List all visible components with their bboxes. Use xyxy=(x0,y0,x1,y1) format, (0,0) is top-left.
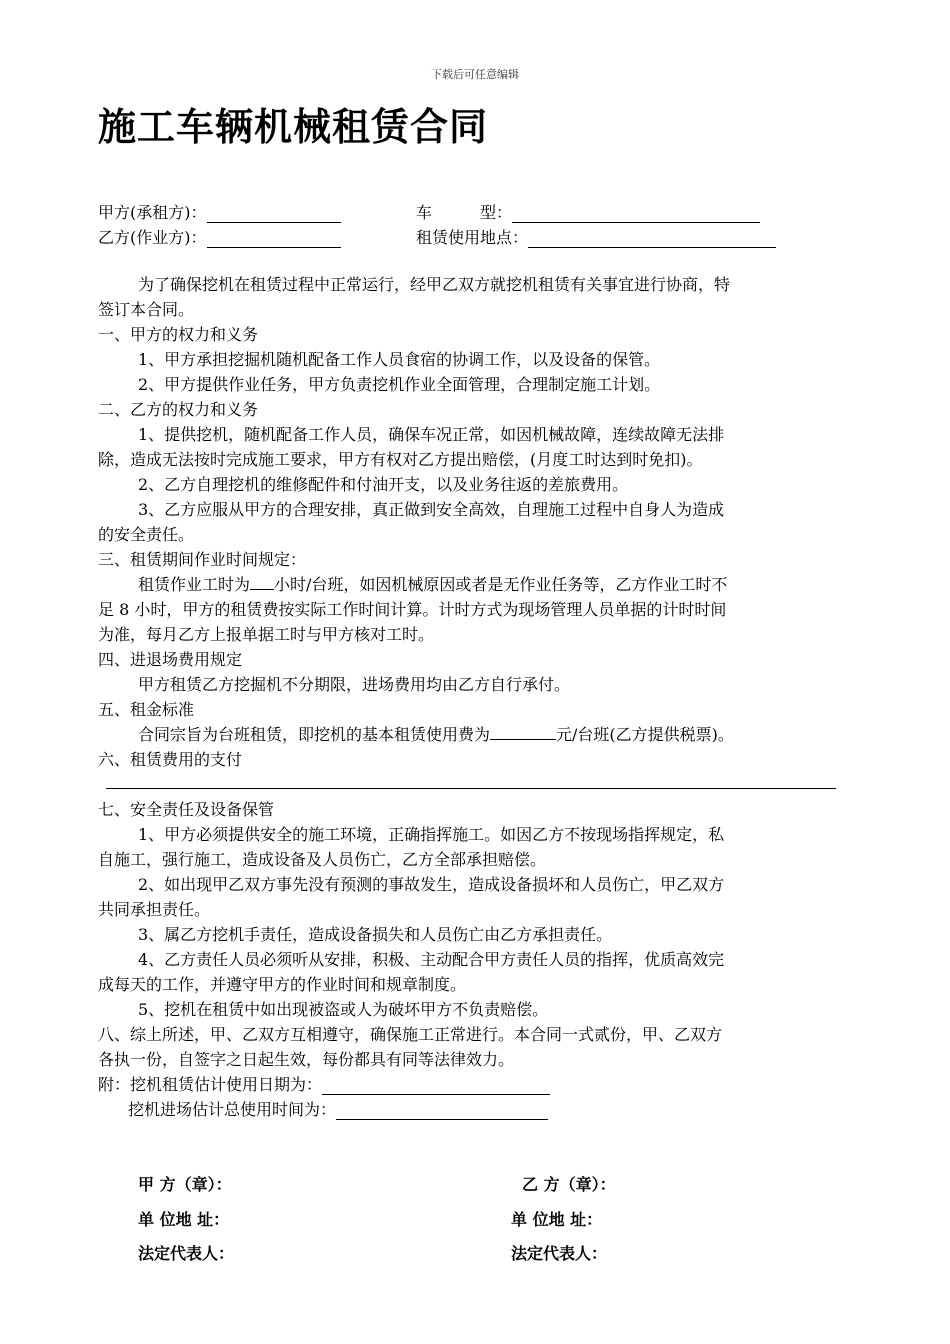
payment-terms-blank-line[interactable] xyxy=(106,788,836,789)
intro-line-1: 为了确保挖机在租赁过程中正常运行，经甲乙双方就挖机租赁有关事宜进行协商，特 xyxy=(138,275,731,294)
party-a-representative: 法定代表人： xyxy=(138,1244,235,1263)
appendix-line-1 xyxy=(98,1072,550,1095)
usage-time-blank[interactable] xyxy=(336,1102,548,1120)
section-7-heading: 七、安全责任及设备保管 xyxy=(98,800,275,819)
appendix-line-2 xyxy=(128,1097,548,1120)
party-a-blank[interactable] xyxy=(207,205,341,223)
party-b-blank[interactable] xyxy=(207,230,341,248)
party-a-label: 甲方(承租方)： xyxy=(98,203,207,222)
hours-blank[interactable] xyxy=(250,572,274,590)
section-1-heading: 一、甲方的权力和义务 xyxy=(98,325,259,344)
section-3-line-1-pre: 租赁作业工时为 xyxy=(138,575,251,594)
section-4-heading: 四、进退场费用规定 xyxy=(98,650,243,669)
section-2-heading: 二、乙方的权力和义务 xyxy=(98,400,259,419)
rent-fee-blank[interactable] xyxy=(490,722,556,740)
section-3-line-1 xyxy=(138,572,727,597)
section-3-line-2: 足 8 小时，甲方的租赁费按实际工作时间计算。计时方式为现场管理人员单据的计时时间 xyxy=(98,600,727,619)
vehicle-type-label: 车 型： xyxy=(416,203,513,222)
party-b-address: 单 位地 址： xyxy=(511,1210,603,1229)
section-7-item-1a: 1、甲方必须提供安全的施工环境，正确指挥施工。如因乙方不按现场指挥规定，私 xyxy=(138,825,725,844)
location-blank[interactable] xyxy=(528,230,776,248)
vehicle-type-field xyxy=(416,200,760,223)
section-5-heading: 五、租金标准 xyxy=(98,700,195,719)
section-1-item-2: 2、甲方提供作业任务，甲方负责挖机作业全面管理，合理制定施工计划。 xyxy=(138,375,661,394)
party-b-label: 乙方(作业方)： xyxy=(98,228,207,247)
section-5-line-1-post: 元/台班(乙方提供税票)。 xyxy=(556,725,734,744)
section-7-item-4b: 成每天的工作，并遵守甲方的作业时间和规章制度。 xyxy=(98,975,467,994)
party-a-address: 单 位地 址： xyxy=(138,1210,230,1229)
location-label: 租赁使用地点： xyxy=(416,228,529,247)
header-note: 下载后可任意编辑 xyxy=(431,68,519,81)
party-a-seal: 甲 方（章）： xyxy=(138,1175,232,1194)
document-title: 施工车辆机械租赁合同 xyxy=(98,105,489,149)
intro-line-2: 签订本合同。 xyxy=(98,300,195,319)
party-b-field xyxy=(98,225,341,248)
location-field xyxy=(416,225,776,248)
section-5-line-1 xyxy=(138,722,734,747)
party-b-seal: 乙 方（章）： xyxy=(522,1175,616,1194)
party-a-field xyxy=(98,200,341,223)
usage-date-blank[interactable] xyxy=(322,1077,550,1095)
section-2-item-3b: 的安全责任。 xyxy=(98,525,195,544)
section-7-item-4a: 4、乙方责任人员必须听从安排，积极、主动配合甲方责任人员的指挥，优质高效完 xyxy=(138,950,725,969)
section-6-heading: 六、租赁费用的支付 xyxy=(98,750,243,769)
section-8-line-2: 各执一份，自签字之日起生效，每份都具有同等法律效力。 xyxy=(98,1050,515,1069)
party-b-representative: 法定代表人： xyxy=(511,1244,608,1263)
section-2-item-3a: 3、乙方应服从甲方的合理安排，真正做到安全高效，自理施工过程中自身人为造成 xyxy=(138,500,725,519)
section-2-item-1b: 除，造成无法按时完成施工要求，甲方有权对乙方提出赔偿，(月度工时达到时免扣)。 xyxy=(98,450,703,469)
section-2-item-2: 2、乙方自理挖机的维修配件和付油开支，以及业务往返的差旅费用。 xyxy=(138,475,629,494)
section-4-line-1: 甲方租赁乙方挖掘机不分期限，进场费用均由乙方自行承付。 xyxy=(138,675,571,694)
section-7-item-2a: 2、如出现甲乙双方事先没有预测的事故发生，造成设备损坏和人员伤亡，甲乙双方 xyxy=(138,875,725,894)
section-1-item-1: 1、甲方承担挖掘机随机配备工作人员食宿的协调工作，以及设备的保管。 xyxy=(138,350,661,369)
section-7-item-2b: 共同承担责任。 xyxy=(98,900,211,919)
section-7-item-1b: 自施工，强行施工，造成设备及人员伤亡，乙方全部承担赔偿。 xyxy=(98,850,547,869)
section-7-item-3: 3、属乙方挖机手责任，造成设备损失和人员伤亡由乙方承担责任。 xyxy=(138,925,613,944)
section-7-item-5: 5、挖机在租赁中如出现被盗或人为破坏甲方不负责赔偿。 xyxy=(138,1000,549,1019)
section-3-line-1-post: 小时/台班，如因机械原因或者是无作业任务等，乙方作业工时不 xyxy=(274,575,728,594)
appendix-1-label: 附：挖机租赁估计使用日期为： xyxy=(98,1075,323,1094)
section-2-item-1a: 1、提供挖机，随机配备工作人员，确保车况正常，如因机械故障，连续故障无法排 xyxy=(138,425,725,444)
vehicle-type-blank[interactable] xyxy=(512,205,760,223)
section-3-heading: 三、租赁期间作业时间规定： xyxy=(98,550,307,569)
section-3-line-3: 为准，每月乙方上报单据工时与甲方核对工时。 xyxy=(98,625,435,644)
appendix-2-label: 挖机进场估计总使用时间为： xyxy=(128,1100,337,1119)
section-8-line-1: 八、综上所述，甲、乙双方互相遵守，确保施工正常进行。本合同一式贰份，甲、乙双方 xyxy=(98,1025,723,1044)
section-5-line-1-pre: 合同宗旨为台班租赁，即挖机的基本租赁使用费为 xyxy=(138,725,491,744)
